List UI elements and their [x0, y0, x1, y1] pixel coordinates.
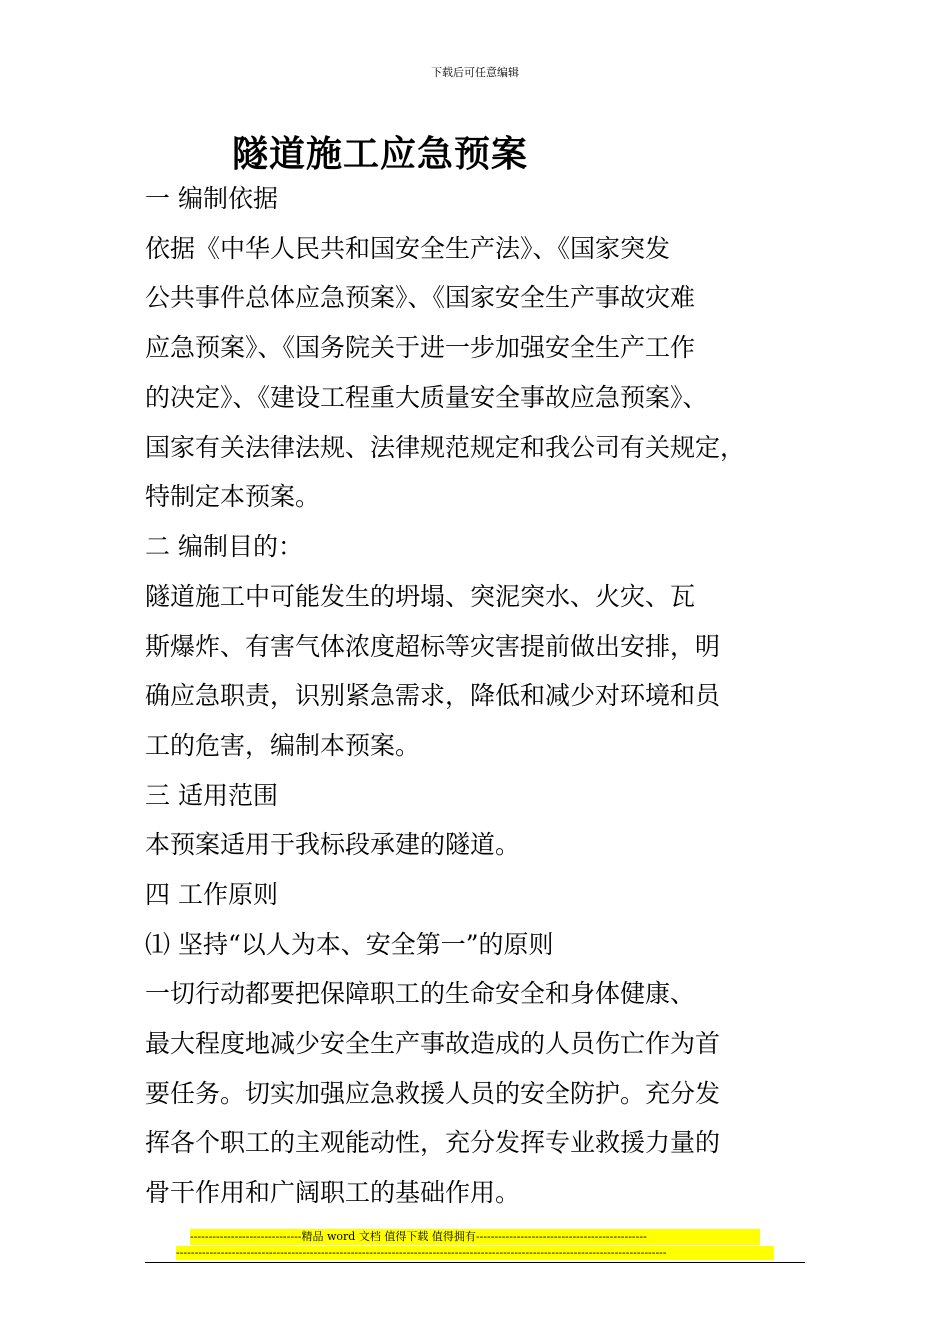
body-line: 工的危害，编制本预案。 [145, 731, 421, 760]
section-heading-2: 二 编制目的： [145, 532, 303, 561]
header-note: 下载后可任意编辑 [431, 66, 519, 79]
body-line: 国家有关法律法规、法律规范规定和我公司有关规定， [145, 433, 746, 462]
body-line: 公共事件总体应急预案》、《国家安全生产事故灾难 [145, 283, 696, 312]
body-line: 应急预案》、《国务院关于进一步加强安全生产工作 [145, 333, 696, 362]
body-line: 挥各个职工的主观能动性，充分发挥专业救援力量的 [145, 1128, 721, 1157]
body-line: 本预案适用于我标段承建的隧道。 [145, 830, 521, 859]
section-heading-4: 四 工作原则 [145, 880, 278, 909]
section-heading-3: 三 适用范围 [145, 781, 278, 810]
footer-rule [145, 1262, 805, 1263]
body-line: 最大程度地减少安全生产事故造成的人员伤亡作为首 [145, 1029, 721, 1058]
principle-heading: ⑴ 坚持“以人为本、安全第一”的原则 [145, 930, 554, 959]
body-line: 骨干作用和广阔职工的基础作用。 [145, 1178, 521, 1207]
section-heading-1: 一 编制依据 [145, 184, 278, 213]
body-line: 要任务。切实加强应急救援人员的安全防护。充分发 [145, 1079, 721, 1108]
footer-dash-line: ------------------------------------------------------------------------------------------------------------------------------------ [176, 1246, 774, 1260]
body-line: 依据《中华人民共和国安全生产法》、《国家突发 [145, 234, 671, 263]
body-line: 确应急职责，识别紧急需求，降低和减少对环境和员 [145, 681, 721, 710]
document-title: 隧道施工应急预案 [232, 133, 529, 175]
body-line: 的决定》、《建设工程重大质量安全事故应急预案》、 [145, 383, 708, 412]
footer-watermark-line: ------------------------------精品 word 文档 值得下载 值得拥有---------------------------------------------- [190, 1229, 760, 1245]
body-line: 特制定本预案。 [145, 482, 321, 511]
body-line: 斯爆炸、有害气体浓度超标等灾害提前做出安排，明 [145, 632, 721, 661]
body-line: 一切行动都要把保障职工的生命安全和身体健康、 [145, 979, 696, 1008]
body-line: 隧道施工中可能发生的坍塌、突泥突水、火灾、瓦 [145, 582, 696, 611]
